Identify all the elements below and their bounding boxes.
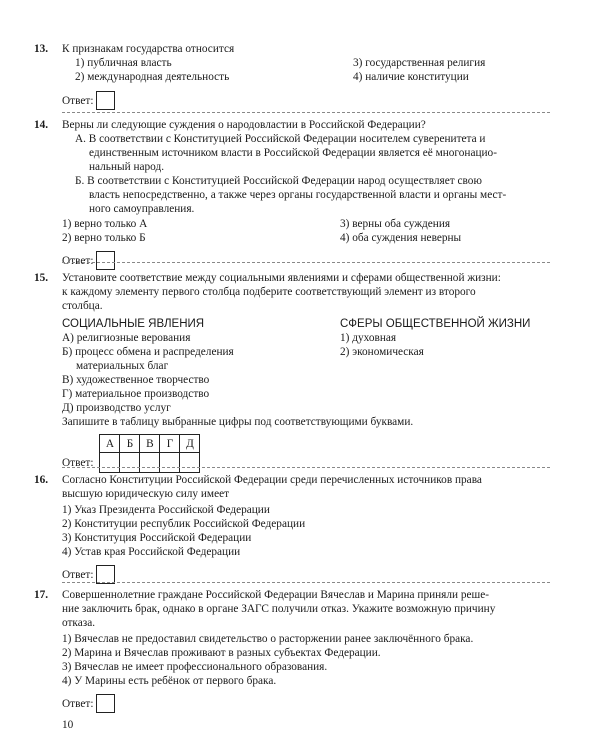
table-letter: Г — [160, 435, 180, 453]
option-3: 3) Вячеслав не имеет профессионального образования. — [62, 661, 328, 673]
option-2: 2) Марина и Вячеслав проживают в разных субъектах Федерации. — [62, 647, 381, 659]
table-letter: Б — [120, 435, 140, 453]
separator — [62, 112, 550, 113]
answer-cell[interactable] — [100, 453, 120, 473]
question-stem: Совершеннолетние граждане Российской Федерации Вячеслав и Марина приняли реше- ние заключить брак, однако в органе ЗАГС получили отказ. Укажите возможную причину отказа. — [62, 589, 496, 629]
question-16 — [34, 473, 550, 584]
options — [62, 217, 550, 245]
answer-box[interactable] — [96, 694, 115, 713]
item-b-continuation: материальных благ — [76, 360, 169, 372]
answer-cell[interactable] — [140, 453, 160, 473]
answer-label: Ответ: — [62, 697, 94, 710]
answer-box[interactable] — [96, 91, 115, 110]
item-v: В) художественное творчество — [62, 374, 210, 386]
answer-label: Ответ: — [62, 568, 94, 581]
answer-row — [62, 91, 550, 110]
options — [62, 632, 550, 688]
item-b: Б) процесс обмена и распределения — [62, 346, 234, 358]
answer-row — [62, 251, 550, 270]
separator — [62, 467, 550, 468]
page-number: 10 — [62, 719, 74, 731]
option-4: 4) Устав края Российской Федерации — [62, 546, 241, 558]
option-1: 1) публичная власть — [75, 57, 172, 69]
option-4: 4) оба суждения неверны — [340, 232, 462, 244]
options — [62, 503, 550, 559]
option-3: 3) верны оба суждения — [340, 218, 451, 230]
sphere-2: 2) экономическая — [340, 346, 424, 358]
question-number: 13. — [34, 43, 49, 55]
question-17 — [34, 588, 550, 713]
table-letter: В — [140, 435, 160, 453]
option-2: 2) Конституции республик Российской Федерации — [62, 518, 306, 530]
question-number: 17. — [34, 589, 49, 601]
answer-cell[interactable] — [120, 453, 140, 473]
right-column-header: СФЕРЫ ОБЩЕСТВЕННОЙ ЖИЗНИ — [340, 318, 531, 330]
instruction: Запишите в таблицу выбранные цифры под соответствующими буквами. — [62, 416, 414, 428]
question-stem: Установите соответствие между социальными явлениями и сферами общественной жизни: к каждому элементу первого столбца подберите соответствующий элемент из второго столбца. — [62, 272, 501, 312]
option-4: 4) У Марины есть ребёнок от первого брака. — [62, 675, 277, 687]
option-1: 1) Вячеслав не предоставил свидетельство о расторжении ранее заключённого брака. — [62, 633, 474, 645]
option-4: 4) наличие конституции — [353, 71, 469, 83]
question-15 — [34, 271, 550, 473]
question-number: 14. — [34, 119, 49, 131]
sphere-1: 1) духовная — [340, 332, 397, 344]
answer-row — [62, 694, 550, 713]
statement-b: Б. В соответствии с Конституцией Российской Федерации народ осуществляет свою власть непосредственно, а также через органы государственной власти и органы мест- ного самоуправления. — [75, 175, 507, 215]
option-1: 1) верно только А — [62, 218, 148, 230]
statement-a: А. В соответствии с Конституцией Российской Федерации носителем суверенитета и единственным источником власти в Российской Федерации является её многонацио- нальный народ. — [75, 133, 497, 173]
question-number: 15. — [34, 272, 49, 284]
separator — [62, 582, 550, 583]
question-stem: Согласно Конституции Российской Федерации среди перечисленных источников права высшую юридическую силу имеет — [62, 474, 482, 500]
option-2: 2) международная деятельность — [75, 71, 230, 83]
answer-cell[interactable] — [180, 453, 200, 473]
table-letter: Д — [180, 435, 200, 453]
item-g: Г) материальное производство — [62, 388, 210, 400]
answer-cell[interactable] — [160, 453, 180, 473]
answer-box[interactable] — [96, 251, 115, 270]
question-stem: Верны ли следующие суждения о народовластии в Российской Федерации? — [62, 119, 426, 131]
question-number: 16. — [34, 474, 49, 486]
left-column-header: СОЦИАЛЬНЫЕ ЯВЛЕНИЯ — [62, 318, 205, 330]
matching-columns — [62, 317, 550, 415]
separator — [62, 262, 550, 263]
option-1: 1) Указ Президента Российской Федерации — [62, 504, 270, 516]
answer-label: Ответ: — [62, 456, 94, 469]
question-14 — [34, 118, 550, 270]
answer-label: Ответ: — [62, 94, 94, 107]
item-d: Д) производство услуг — [62, 402, 171, 414]
option-3: 3) государственная религия — [353, 57, 486, 69]
answer-label: Ответ: — [62, 254, 94, 267]
question-13 — [34, 42, 550, 110]
option-2: 2) верно только Б — [62, 232, 146, 244]
option-3: 3) Конституция Российской Федерации — [62, 532, 252, 544]
options — [62, 56, 550, 84]
question-stem: К признакам государства относится — [62, 43, 235, 55]
item-a: А) религиозные верования — [62, 332, 191, 344]
table-letter: А — [100, 435, 120, 453]
